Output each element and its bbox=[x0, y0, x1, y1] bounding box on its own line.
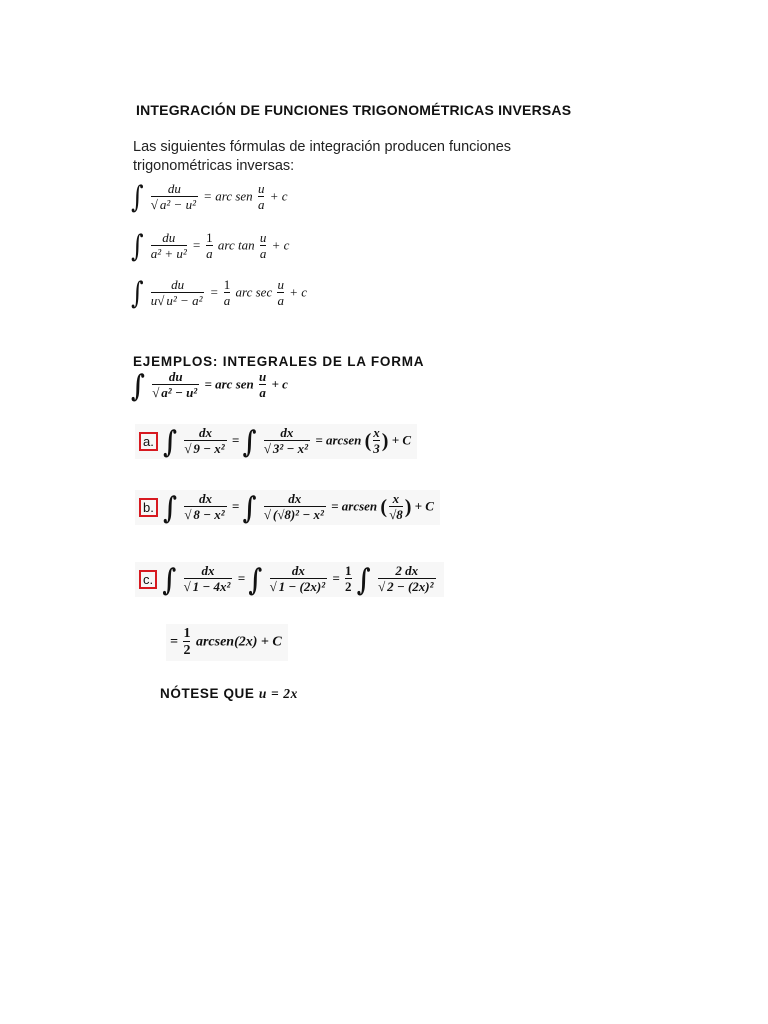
example-label: a. bbox=[139, 432, 158, 451]
equals: = bbox=[237, 570, 246, 586]
frac-num: dx bbox=[198, 425, 212, 440]
formula-rhs: arc tan bbox=[217, 237, 255, 253]
frac-den: a bbox=[277, 293, 284, 309]
formula-num: du bbox=[162, 230, 176, 245]
formula-tail: + c bbox=[271, 376, 288, 392]
note-expression: u = 2x bbox=[258, 686, 298, 701]
equals: = bbox=[332, 570, 340, 586]
frac-num: dx bbox=[291, 563, 305, 578]
equals: = bbox=[170, 634, 178, 650]
paren-open: ( bbox=[364, 429, 372, 452]
frac-num: 2 dx bbox=[395, 563, 419, 578]
equals: = bbox=[231, 498, 240, 514]
frac-den: a bbox=[259, 385, 266, 401]
formula-rhs: = arc sen bbox=[203, 188, 253, 204]
formula-num: du bbox=[167, 181, 181, 196]
frac-den: 3² − x² bbox=[272, 441, 309, 457]
integral-sign: ∫ bbox=[163, 489, 177, 526]
equals: = bbox=[231, 432, 240, 448]
paren-close: ) bbox=[381, 429, 389, 452]
frac-den: a bbox=[259, 246, 267, 262]
frac-num: dx bbox=[280, 425, 294, 440]
result-tail: + C bbox=[414, 498, 434, 514]
frac-num: u bbox=[257, 181, 265, 196]
formula-tail: + c bbox=[271, 237, 290, 253]
example-c-result bbox=[166, 624, 288, 661]
formula-form: ∫ $\frac{du}{\text{√ a² − u²}}$ = arc sen $\frac{u}{a}$ + c bbox=[131, 367, 288, 404]
integral-sign: ∫ bbox=[162, 561, 177, 598]
formula-arcsec: ∫ $\frac{du}{\text{u√ u² − a²}}$ = $\frac{1}{a}$ arc sec $\frac{u}{a}$ + c bbox=[131, 275, 308, 311]
result-text: = arcsen bbox=[315, 432, 362, 448]
integral-sign: ∫ bbox=[131, 367, 145, 404]
frac-num: u bbox=[277, 277, 284, 292]
formula-rhs: arc sec bbox=[235, 284, 273, 300]
formula-den-pre: u bbox=[150, 293, 158, 309]
integral-sign: ∫ bbox=[163, 423, 177, 460]
note-label: NÓTESE QUE bbox=[160, 686, 255, 701]
frac-num: dx bbox=[201, 563, 215, 578]
example-label: c. bbox=[139, 570, 157, 589]
frac-num: dx bbox=[198, 491, 212, 506]
formula-arcsen: ∫ $\frac{du}{\text{√ a² − u²}}$ = arc sen $\frac{u}{a}$ + c bbox=[131, 179, 288, 215]
formula-num: du bbox=[168, 369, 183, 384]
frac-num: u bbox=[259, 230, 267, 245]
coef-den: 2 bbox=[345, 579, 352, 595]
coef-den: 2 bbox=[183, 643, 191, 659]
example-label: b. bbox=[139, 498, 158, 517]
frac-den: a bbox=[257, 197, 265, 213]
equals: = bbox=[192, 237, 201, 253]
formula-tail: + c bbox=[269, 188, 288, 204]
integral-sign: ∫ bbox=[356, 561, 371, 598]
integral-sign: ∫ bbox=[242, 489, 257, 526]
integral-sign: ∫ bbox=[248, 561, 263, 598]
result-text: = arcsen bbox=[331, 498, 378, 514]
coef-num: 1 bbox=[206, 230, 213, 245]
integral-sign: ∫ bbox=[131, 228, 144, 264]
frac-num: x bbox=[392, 491, 400, 506]
integral-sign: ∫ bbox=[242, 423, 257, 460]
result-tail: + C bbox=[391, 432, 412, 448]
coef-num: 1 bbox=[183, 626, 191, 641]
page-title: INTEGRACIÓN DE FUNCIONES TRIGONOMÉTRICAS INVERSAS bbox=[136, 102, 572, 118]
intro-text: Las siguientes fórmulas de integración producen funciones trigonométricas inversas: bbox=[133, 139, 512, 174]
coef-num: 1 bbox=[223, 277, 231, 292]
frac-num: x bbox=[373, 425, 380, 440]
frac-den: 1 − (2x)² bbox=[278, 579, 326, 595]
frac-den: (√8)² − x² bbox=[272, 507, 324, 523]
result-text: arcsen(2x) + C bbox=[195, 634, 282, 650]
frac-num: u bbox=[259, 369, 267, 384]
example-c: c. ∫ $\frac{dx}{\text{√ 1 − 4x²}}$ = ∫ $\frac{dx}{\text{√ 1 − (2x)²}}$ = $\frac{1}{2}$ ∫ $\frac{2 dx}{\text{√ 2 − (2x)²}}$ bbox=[135, 562, 444, 597]
formula-arctan bbox=[131, 228, 290, 264]
paren-open: ( bbox=[380, 495, 388, 518]
formula-tail: + c bbox=[289, 284, 308, 300]
frac-den: 1 − 4x² bbox=[192, 579, 231, 595]
coef-den: a bbox=[223, 293, 231, 309]
paren-close: ) bbox=[404, 495, 412, 518]
coef-num: 1 bbox=[345, 563, 352, 578]
frac-den: 9 − x² bbox=[193, 441, 225, 457]
formula-num: du bbox=[171, 277, 185, 292]
note bbox=[160, 686, 298, 702]
integral-sign: ∫ bbox=[131, 275, 144, 311]
frac-den: 3 bbox=[373, 441, 380, 457]
coef-den: a bbox=[206, 246, 213, 262]
formula-den: a² + u² bbox=[150, 246, 187, 262]
formula-den: a² − u² bbox=[161, 385, 198, 401]
formula-den-rad: u² − a² bbox=[166, 293, 203, 309]
formula-rhs: = arc sen bbox=[204, 376, 254, 392]
frac-num: dx bbox=[288, 491, 302, 506]
integral-sign: ∫ bbox=[131, 179, 144, 215]
frac-den: 8 − x² bbox=[193, 507, 225, 523]
example-b: b. ∫ $\frac{dx}{\text{√ 8 − x²}}$ = ∫ $\frac{dx}{\text{√ (√8)² − x²}}$ = arcsen ( $\frac{x}{√8}$ ) + C bbox=[135, 490, 440, 525]
equals: = bbox=[209, 284, 219, 300]
examples-heading: EJEMPLOS: INTEGRALES DE LA FORMA bbox=[133, 354, 425, 369]
example-a: a. ∫ $\frac{dx}{\text{√ 9 − x²}}$ = ∫ $\frac{dx}{\text{√ 3² − x²}}$ = arcsen ( $\frac{x}{3}$ ) + C bbox=[135, 424, 417, 459]
formula-den: a² − u² bbox=[159, 197, 196, 213]
frac-den: √8 bbox=[389, 507, 403, 523]
frac-den: 2 − (2x)² bbox=[387, 579, 434, 595]
